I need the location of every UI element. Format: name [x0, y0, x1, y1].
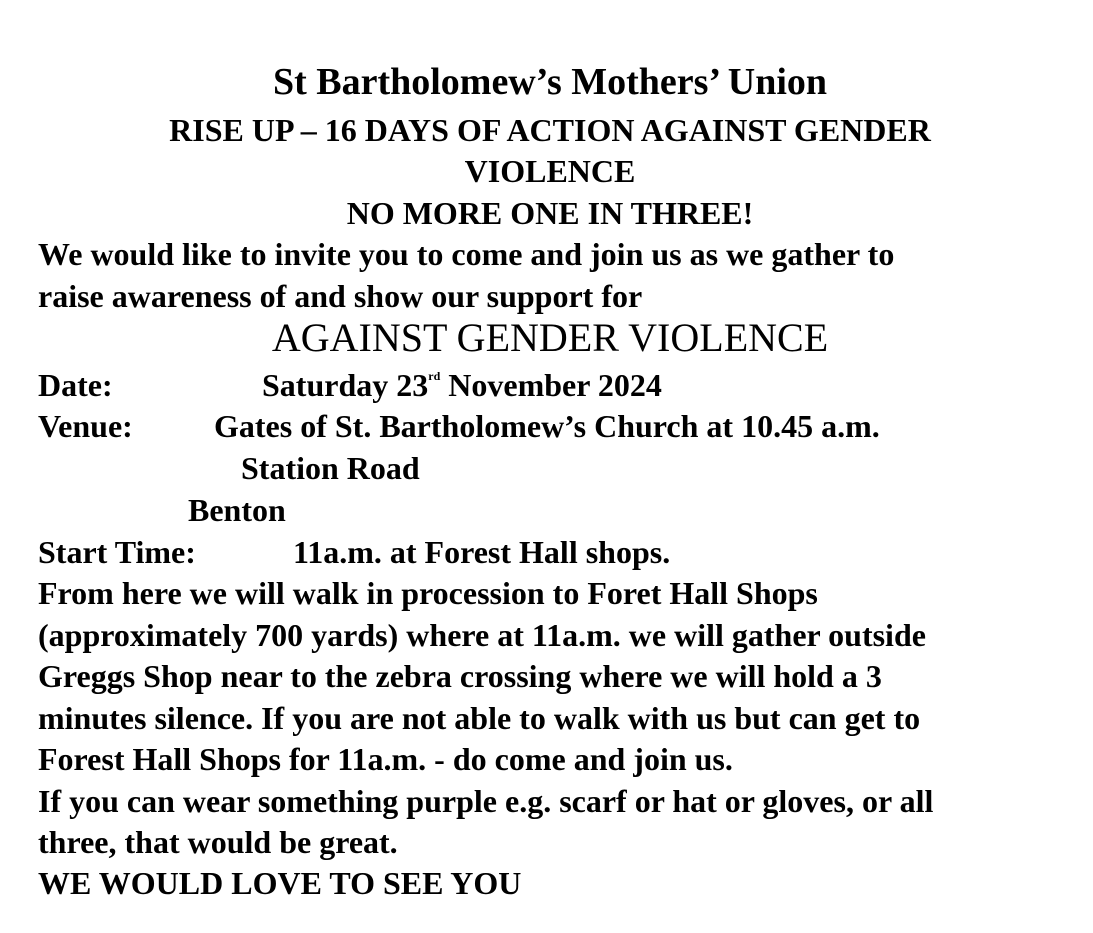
closing-line: WE WOULD LOVE TO SEE YOU — [38, 865, 522, 901]
venue-line-3: Benton — [188, 492, 286, 528]
venue-row — [38, 408, 880, 444]
body-line-2: (approximately 700 yards) where at 11a.m. we will gather outside — [38, 617, 926, 653]
date-ordinal-suffix: rd — [428, 369, 441, 383]
date-value: Saturday 23rd November 2024 — [262, 367, 662, 403]
campaign-title-line-1: RISE UP – 16 DAYS OF ACTION AGAINST GENDER — [169, 112, 931, 148]
start-time-label: Start Time: — [38, 534, 196, 570]
campaign-title-line-2: VIOLENCE — [464, 153, 636, 189]
body-line-6: If you can wear something purple e.g. scarf or hat or gloves, or all — [38, 783, 934, 819]
intro-line-2: raise awareness of and show our support for — [38, 278, 643, 314]
start-time-row — [38, 534, 671, 570]
date-row — [38, 367, 662, 403]
body-line-7: three, that would be great. — [38, 824, 398, 860]
venue-line-1: Gates of St. Bartholomew’s Church at 10.45 a.m. — [214, 408, 880, 444]
slogan: NO MORE ONE IN THREE! — [346, 195, 754, 231]
start-time-value: 11a.m. at Forest Hall shops. — [293, 534, 671, 570]
date-label: Date: — [38, 367, 113, 403]
venue-line-2: Station Road — [241, 450, 420, 486]
banner-heading: AGAINST GENDER VIOLENCE — [271, 315, 829, 360]
body-line-3: Greggs Shop near to the zebra crossing where we will hold a 3 — [38, 658, 882, 694]
body-line-5: Forest Hall Shops for 11a.m. - do come and join us. — [38, 741, 733, 777]
flyer-title: St Bartholomew’s Mothers’ Union — [272, 61, 828, 103]
venue-label: Venue: — [38, 408, 133, 444]
intro-line-1: We would like to invite you to come and join us as we gather to — [38, 236, 895, 272]
body-line-1: From here we will walk in procession to Foret Hall Shops — [38, 575, 818, 611]
body-line-4: minutes silence. If you are not able to walk with us but can get to — [38, 700, 921, 736]
